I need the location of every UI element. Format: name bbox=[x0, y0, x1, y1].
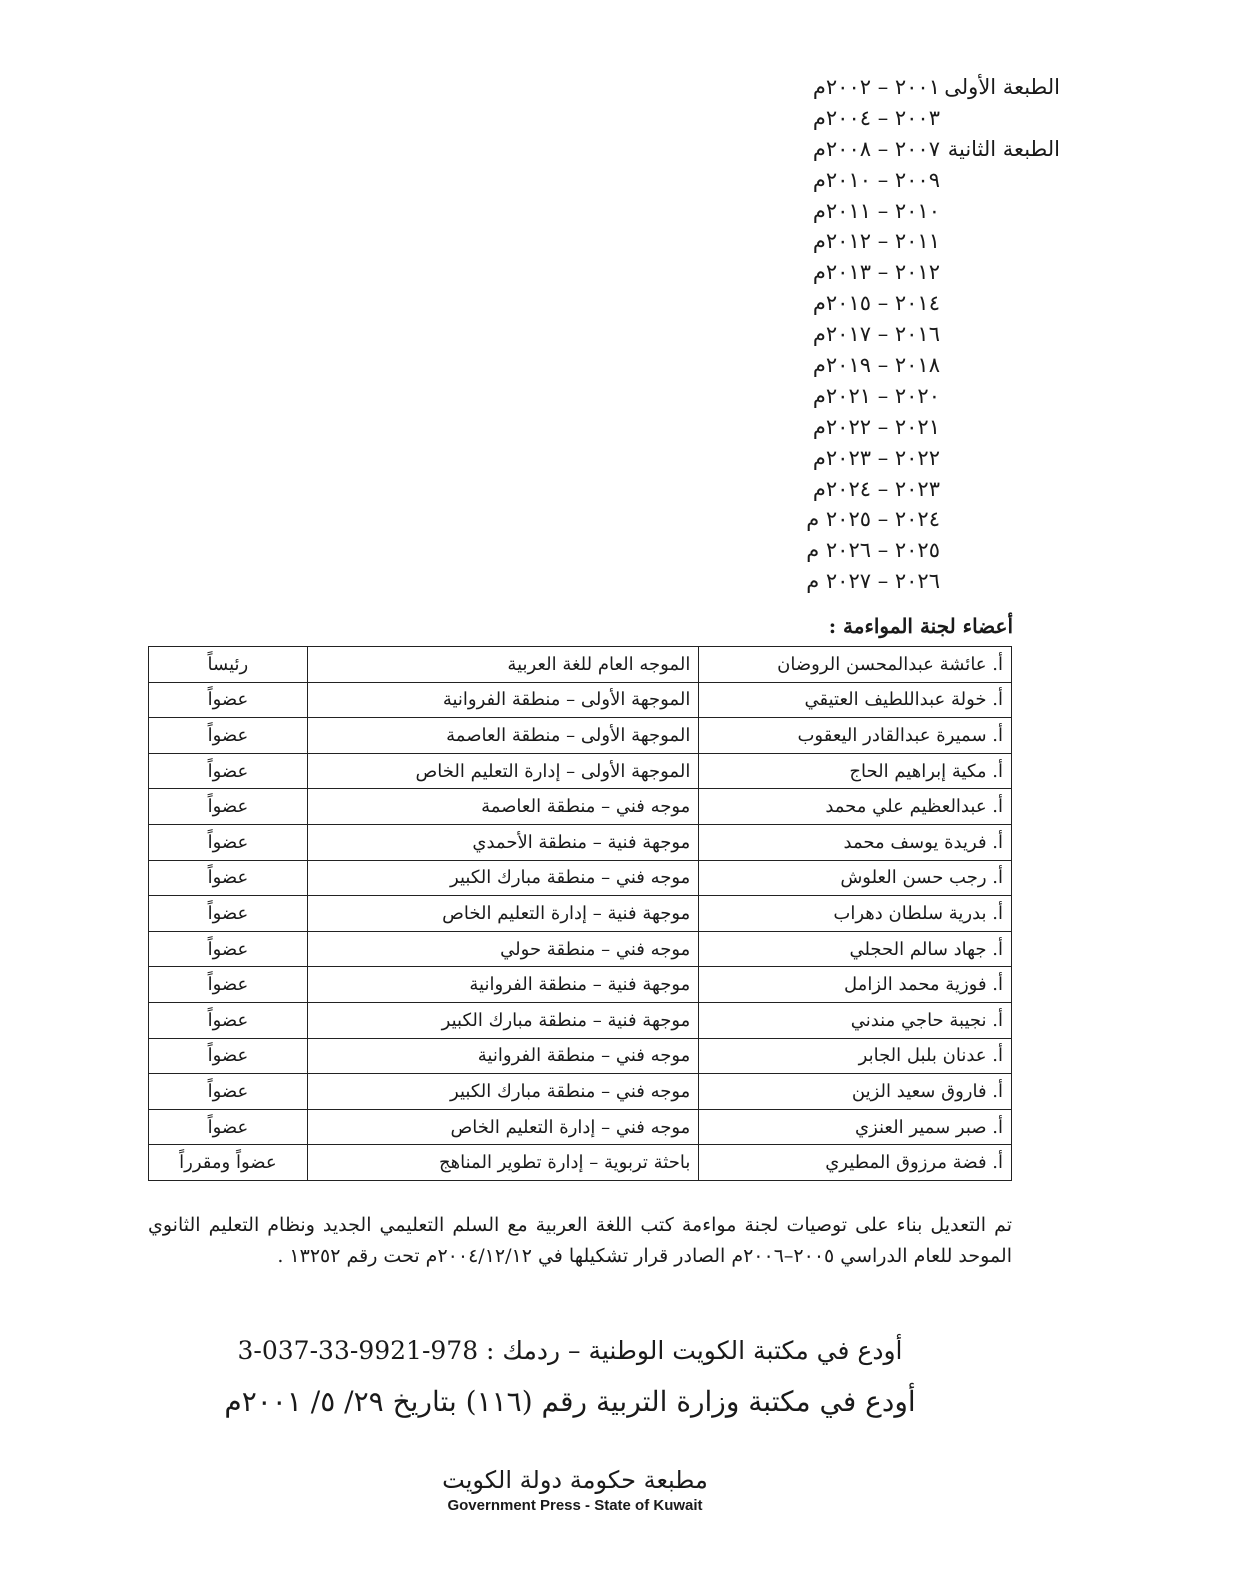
table-row bbox=[149, 682, 1012, 718]
edition-years: ٢٠٢١ – ٢٠٢٢م bbox=[812, 414, 940, 439]
member-role: عضواً bbox=[149, 1002, 308, 1038]
edition-years: ٢٠٠٩ – ٢٠١٠م bbox=[812, 167, 940, 192]
member-role: عضواً bbox=[149, 896, 308, 932]
members-title: أعضاء لجنة المواءمة : bbox=[828, 614, 1013, 638]
edition-label: الطبعة الثانية bbox=[947, 136, 1060, 161]
table-row bbox=[149, 647, 1012, 683]
member-position: الموجهة الأولى – منطقة الفروانية bbox=[307, 682, 699, 718]
edition-years: ٢٠٠٧ – ٢٠٠٨م bbox=[812, 136, 940, 161]
member-role: عضواً bbox=[149, 682, 308, 718]
edition-row bbox=[770, 350, 1060, 381]
member-role: عضواً bbox=[149, 1038, 308, 1074]
edition-years: ٢٠٢٤ – ٢٠٢٥ م bbox=[806, 507, 940, 532]
member-name: أ. نجيبة حاجي مندني bbox=[699, 1002, 1012, 1038]
member-position: موجه فني – منطقة العاصمة bbox=[307, 789, 699, 825]
member-name: أ. عائشة عبدالمحسن الروضان bbox=[699, 647, 1012, 683]
member-position: الموجهة الأولى – إدارة التعليم الخاص bbox=[307, 753, 699, 789]
press-logo-english: Government Press - State of Kuwait bbox=[447, 1497, 703, 1514]
table-row bbox=[149, 967, 1012, 1003]
member-position: موجهة فنية – منطقة الأحمدي bbox=[307, 824, 699, 860]
edition-row bbox=[770, 288, 1060, 319]
edition-row bbox=[770, 319, 1060, 350]
member-name: أ. عدنان بلبل الجابر bbox=[699, 1038, 1012, 1074]
press-logo-arabic: مطبعة حكومة دولة الكويت bbox=[442, 1466, 708, 1494]
member-position: باحثة تربوية – إدارة تطوير المناهج bbox=[307, 1145, 699, 1181]
member-role: عضواً ومقرراً bbox=[149, 1145, 308, 1181]
table-row bbox=[149, 860, 1012, 896]
deposit-ministry: أودع في مكتبة وزارة التربية رقم (١١٦) بتاريخ ٢٩/ ٥/ ٢٠٠١م bbox=[224, 1385, 916, 1418]
edition-row bbox=[770, 412, 1060, 443]
edition-row bbox=[770, 474, 1060, 505]
edition-row bbox=[770, 165, 1060, 196]
member-role: عضواً bbox=[149, 824, 308, 860]
table-row bbox=[149, 718, 1012, 754]
member-name: أ. صبر سمير العنزي bbox=[699, 1109, 1012, 1145]
member-position: الموجه العام للغة العربية bbox=[307, 647, 699, 683]
edition-row bbox=[770, 226, 1060, 257]
member-name: أ. فوزية محمد الزامل bbox=[699, 967, 1012, 1003]
member-position: موجهة فنية – منطقة الفروانية bbox=[307, 967, 699, 1003]
table-row bbox=[149, 896, 1012, 932]
member-name: أ. عبدالعظيم علي محمد bbox=[699, 789, 1012, 825]
member-role: عضواً bbox=[149, 931, 308, 967]
edition-years: ٢٠٢٥ – ٢٠٢٦ م bbox=[806, 538, 940, 563]
member-name: أ. فاروق سعيد الزين bbox=[699, 1074, 1012, 1110]
edition-years: ٢٠١٢ – ٢٠١٣م bbox=[812, 260, 940, 285]
member-name: أ. رجب حسن العلوش bbox=[699, 860, 1012, 896]
edition-row bbox=[770, 257, 1060, 288]
edition-row bbox=[770, 72, 1060, 103]
member-name: أ. جهاد سالم الحجلي bbox=[699, 931, 1012, 967]
member-position: موجه فني – منطقة الفروانية bbox=[307, 1038, 699, 1074]
edition-years: ٢٠٠١ – ٢٠٠٢م bbox=[812, 75, 940, 99]
member-position: الموجهة الأولى – منطقة العاصمة bbox=[307, 718, 699, 754]
edition-row bbox=[770, 535, 1060, 566]
edition-years: ٢٠١٨ – ٢٠١٩م bbox=[812, 353, 940, 378]
member-position: موجهة فنية – منطقة مبارك الكبير bbox=[307, 1002, 699, 1038]
member-name: أ. خولة عبداللطيف العتيقي bbox=[699, 682, 1012, 718]
member-name: أ. فريدة يوسف محمد bbox=[699, 824, 1012, 860]
member-name: أ. سميرة عبدالقادر اليعقوب bbox=[699, 718, 1012, 754]
edition-years: ٢٠٢٦ – ٢٠٢٧ م bbox=[806, 569, 940, 594]
members-table bbox=[148, 646, 1012, 1181]
edition-years: ٢٠٢٣ – ٢٠٢٤م bbox=[812, 476, 940, 501]
table-row bbox=[149, 1109, 1012, 1145]
table-row bbox=[149, 824, 1012, 860]
edition-label: الطبعة الأولى bbox=[944, 75, 1060, 99]
edition-row bbox=[770, 381, 1060, 412]
member-position: موجه فني – منطقة مبارك الكبير bbox=[307, 860, 699, 896]
member-role: عضواً bbox=[149, 718, 308, 754]
table-row bbox=[149, 931, 1012, 967]
edition-row bbox=[770, 443, 1060, 474]
member-position: موجهة فنية – إدارة التعليم الخاص bbox=[307, 896, 699, 932]
member-name: أ. فضة مرزوق المطيري bbox=[699, 1145, 1012, 1181]
member-position: موجه فني – إدارة التعليم الخاص bbox=[307, 1109, 699, 1145]
member-role: عضواً bbox=[149, 1074, 308, 1110]
edition-years: ٢٠٢٠ – ٢٠٢١م bbox=[812, 383, 940, 408]
edition-years: ٢٠٠٣ – ٢٠٠٤م bbox=[812, 105, 940, 130]
edition-row bbox=[770, 134, 1060, 165]
member-role: رئيساً bbox=[149, 647, 308, 683]
member-role: عضواً bbox=[149, 789, 308, 825]
edition-row bbox=[770, 504, 1060, 535]
edition-years: ٢٠٢٢ – ٢٠٢٣م bbox=[812, 445, 940, 470]
member-role: عضواً bbox=[149, 753, 308, 789]
edition-years: ٢٠١٤ – ٢٠١٥م bbox=[812, 291, 940, 316]
edition-years: ٢٠١٠ – ٢٠١١م bbox=[812, 198, 940, 223]
table-row bbox=[149, 1145, 1012, 1181]
table-row bbox=[149, 1038, 1012, 1074]
member-name: أ. بدرية سلطان دهراب bbox=[699, 896, 1012, 932]
member-role: عضواً bbox=[149, 967, 308, 1003]
table-row bbox=[149, 789, 1012, 825]
edition-row bbox=[770, 103, 1060, 134]
member-role: عضواً bbox=[149, 860, 308, 896]
member-position: موجه فني – منطقة حولي bbox=[307, 931, 699, 967]
deposit-isbn: أودع في مكتبة الكويت الوطنية – ردمك : 978-9921-33-037-3 bbox=[237, 1336, 903, 1365]
edition-row bbox=[770, 566, 1060, 597]
table-row bbox=[149, 753, 1012, 789]
table-row bbox=[149, 1074, 1012, 1110]
member-role: عضواً bbox=[149, 1109, 308, 1145]
table-row bbox=[149, 1002, 1012, 1038]
member-name: أ. مكية إبراهيم الحاج bbox=[699, 753, 1012, 789]
member-position: موجه فني – منطقة مبارك الكبير bbox=[307, 1074, 699, 1110]
editions-list bbox=[770, 72, 1060, 597]
amendment-note: تم التعديل بناء على توصيات لجنة مواءمة كتب اللغة العربية مع السلم التعليمي الجديد ونظام التعليم الثانوي الموحد للعام الدراسي ٢٠٠٥–٢٠٠٦م الصادر قرار تشكيلها في ٢٠٠٤/١٢/١٢م تحت رقم ١٣٢٥٢ . bbox=[148, 1214, 1012, 1267]
edition-years: ٢٠١٦ – ٢٠١٧م bbox=[812, 322, 940, 347]
edition-row bbox=[770, 196, 1060, 227]
edition-years: ٢٠١١ – ٢٠١٢م bbox=[812, 229, 940, 254]
